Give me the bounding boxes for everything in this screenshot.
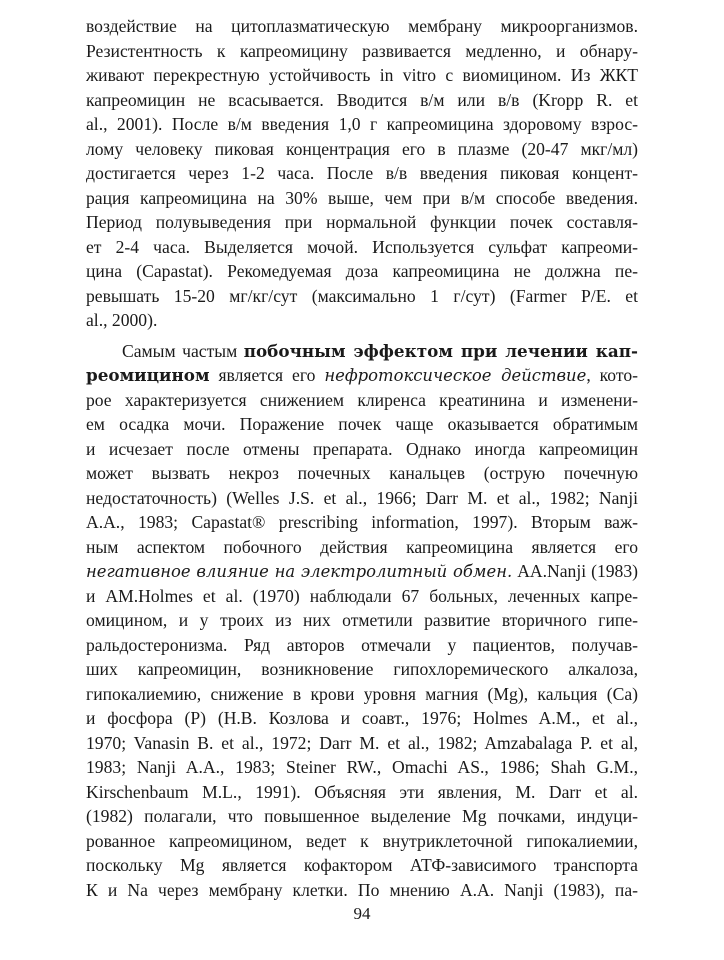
text-line: гипокалиемию, снижение в крови уровня магния (Mg), кальция (Ca) [86, 683, 638, 704]
text-line: и фосфора (P) (Н.В. Козлова и соавт., 1976; Holmes A.M., et al., [86, 708, 638, 728]
text-line: омицином, и у троих из них отметили развитие вторичного гипе- [86, 610, 638, 630]
bold-term: реомицином [86, 365, 210, 385]
text-line: ным аспектом побочного действия капреомицина является его [86, 536, 638, 557]
text-line: поскольку Mg является кофактором АТФ-зависимого транспорта [86, 855, 638, 875]
text-run: , кото- [586, 365, 638, 385]
text-line: лому человеку пиковая концентрация его в плазме (20-47 мкг/мл) [86, 138, 638, 159]
text-line: достигается через 1-2 часа. После в/в введения пиковая концент- [86, 163, 638, 183]
paragraph-side-effects [86, 339, 638, 903]
document-page [86, 14, 638, 902]
text-line: живают перекрестную устойчивость in vitro с виомицином. Из ЖКТ [86, 65, 638, 85]
text-run: AA.Nanji (1983) [512, 561, 638, 581]
text-line: ревышать 15-20 мг/кг/сут (максимально 1 г/сут) (Farmer P/E. et [86, 285, 638, 306]
text-line: рованное капреомицином, ведет к внутриклеточной гипокалиемии, [86, 830, 638, 851]
text-line: ших капреомицин, возникновение гипохлоремического алкалоза, [86, 659, 638, 679]
text-line: Период полувыведения при нормальной функции почек составля- [86, 212, 638, 232]
italic-term: негативное влияние на электролитный обмен. [86, 562, 513, 581]
text-line: ем осадка мочи. Поражение почек чаще оказывается обратимым [86, 414, 638, 434]
text-line: и AM.Holmes et al. (1970) наблюдали 67 больных, леченных капре- [86, 585, 638, 606]
text-line: недостаточность) (Welles J.S. et al., 1966; Darr M. et al., 1982; Nanji [86, 487, 638, 508]
text-line: ет 2-4 часа. Выделяется мочой. Используется сульфат капреоми- [86, 236, 638, 257]
text-line [86, 339, 638, 364]
text-line: Kirschenbaum M.L., 1991). Объясняя эти явления, M. Darr et al. [86, 781, 638, 802]
text-line: К и Na через мембрану клетки. По мнению A.A. Nanji (1983), па- [86, 879, 638, 900]
text-line: и исчезает после отмены препарата. Однако иногда капреомицин [86, 438, 638, 459]
text-line: может вызвать некроз почечных канальцев (острую почечную [86, 463, 638, 483]
page-number: 94 [353, 904, 371, 923]
text-line: 1970; Vanasin B. et al., 1972; Darr M. et al., 1982; Amzabalaga P. et al, [86, 732, 638, 753]
text-line: 1983; Nanji A.A., 1983; Steiner RW., Omachi AS., 1986; Shah G.M., [86, 757, 638, 777]
text-line: воздействие на цитоплазматическую мембрану микроорганизмов. [86, 16, 638, 36]
bold-term: побочным эффектом при лечении кап- [243, 340, 638, 361]
paragraph-capreomycin-pharmacokinetics [86, 14, 638, 333]
text-run: является его [209, 365, 325, 385]
text-line [86, 559, 638, 584]
text-line: цина (Capastat). Рекомедуемая доза капреомицина не должна пе- [86, 261, 638, 281]
text-line: A.A., 1983; Capastat® prescribing information, 1997). Вторым важ- [86, 512, 638, 532]
text-line: рое характеризуется снижением клиренса креатинина и изменени- [86, 389, 638, 410]
text-line: капреомицин не всасывается. Вводится в/м или в/в (Kropp R. et [86, 89, 638, 110]
text-run: Самым частым [122, 340, 244, 361]
text-line: (1982) полагали, что повышенное выделение Mg почками, индуци- [86, 806, 638, 826]
text-line: рация капреомицина на 30% выше, чем при в/м способе введения. [86, 187, 638, 208]
italic-term: нефротоксическое действие [324, 366, 587, 385]
text-line: al., 2001). После в/м введения 1,0 г капреомицина здоровому взрос- [86, 114, 638, 134]
text-line: al., 2000). [86, 310, 158, 330]
text-line: ральдостеронизма. Ряд авторов отмечали у пациентов, получав- [86, 634, 638, 655]
text-line [86, 363, 638, 388]
text-line: Резистентность к капреомицину развивается медленно, и обнару- [86, 40, 638, 61]
